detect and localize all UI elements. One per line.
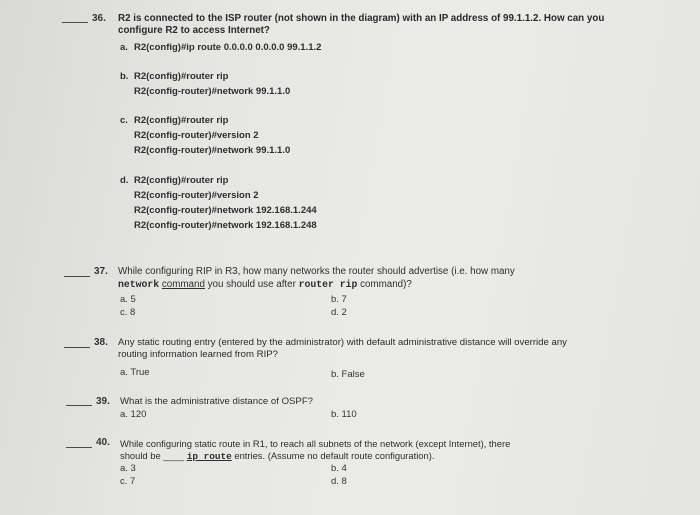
question-text-37-line2: [118, 279, 412, 290]
question-number-40: 40.: [96, 437, 110, 448]
option-c-line2-36: R2(config-router)#version 2: [134, 130, 259, 141]
option-a-letter-36: a.: [120, 42, 128, 53]
question-number-37: 37.: [94, 266, 108, 277]
question-37-end: command)?: [357, 279, 412, 290]
option-c-line3-36: R2(config-router)#network 99.1.1.0: [134, 145, 291, 156]
option-b-line2-36: R2(config-router)#network 99.1.1.0: [134, 86, 291, 97]
option-c-37: c. 8: [120, 307, 136, 318]
question-number-39: 39.: [96, 396, 110, 407]
question-text-40-line2: [120, 450, 434, 462]
fill-in-blank[interactable]: ____: [163, 450, 185, 461]
option-c-line1-36: R2(config)#router rip: [134, 115, 229, 126]
answer-blank-36[interactable]: [62, 22, 88, 23]
ip-route-keyword: ip route: [186, 451, 232, 462]
option-c-40: c. 7: [120, 476, 136, 487]
option-a-39: a. 120: [120, 409, 147, 420]
option-d-37: d. 2: [331, 307, 347, 318]
question-40-start: should be: [120, 450, 164, 461]
option-d-line3-36: R2(config-router)#network 192.168.1.244: [134, 205, 317, 216]
question-text-39: What is the administrative distance of OSPF?: [120, 396, 314, 407]
option-b-40: b. 4: [331, 463, 347, 474]
option-c-letter-36: c.: [120, 115, 128, 126]
option-a-38: a. True: [120, 367, 150, 378]
option-a-line-36: R2(config)#ip route 0.0.0.0 0.0.0.0 99.1.1.2: [134, 42, 322, 53]
question-number-38: 38.: [94, 337, 108, 348]
answer-blank-38[interactable]: [64, 347, 90, 348]
answer-blank-37[interactable]: [64, 276, 90, 277]
option-b-39: b. 110: [331, 409, 357, 420]
router-rip-keyword: router rip: [298, 279, 358, 290]
option-b-37: b. 7: [331, 294, 347, 305]
question-text-37-line1: While configuring RIP in R3, how many networks the router should advertise (i.e. how many: [118, 266, 515, 277]
option-a-40: a. 3: [120, 463, 136, 474]
question-text-36: R2 is connected to the ISP router (not shown in the diagram) with an IP address of 99.1.1.2. How can you configure R2 to access Internet?: [118, 13, 605, 36]
question-40-end: entries. (Assume no default route configuration).: [231, 450, 435, 461]
command-word: command: [161, 279, 205, 290]
option-b-letter-36: b.: [120, 71, 129, 82]
option-d-line1-36: R2(config)#router rip: [134, 175, 229, 186]
option-b-38: b. False: [331, 369, 365, 380]
network-keyword: network: [118, 279, 160, 290]
option-d-line4-36: R2(config-router)#network 192.168.1.248: [134, 220, 317, 231]
question-text-38: Any static routing entry (entered by the administrator) with default administrative distance will override any routing information learned from RIP?: [118, 337, 567, 360]
question-37-mid: you should use after: [204, 279, 299, 290]
option-d-letter-36: d.: [120, 175, 129, 186]
option-b-line1-36: R2(config)#router rip: [134, 71, 229, 82]
question-number-36: 36.: [92, 13, 106, 24]
answer-blank-40[interactable]: [66, 447, 92, 448]
option-d-line2-36: R2(config-router)#version 2: [134, 190, 259, 201]
option-a-37: a. 5: [120, 294, 136, 305]
option-d-40: d. 8: [331, 476, 347, 487]
question-text-40-line1: While configuring static route in R1, to reach all subnets of the network (except Internet), there: [120, 438, 511, 449]
answer-blank-39[interactable]: [66, 405, 92, 406]
